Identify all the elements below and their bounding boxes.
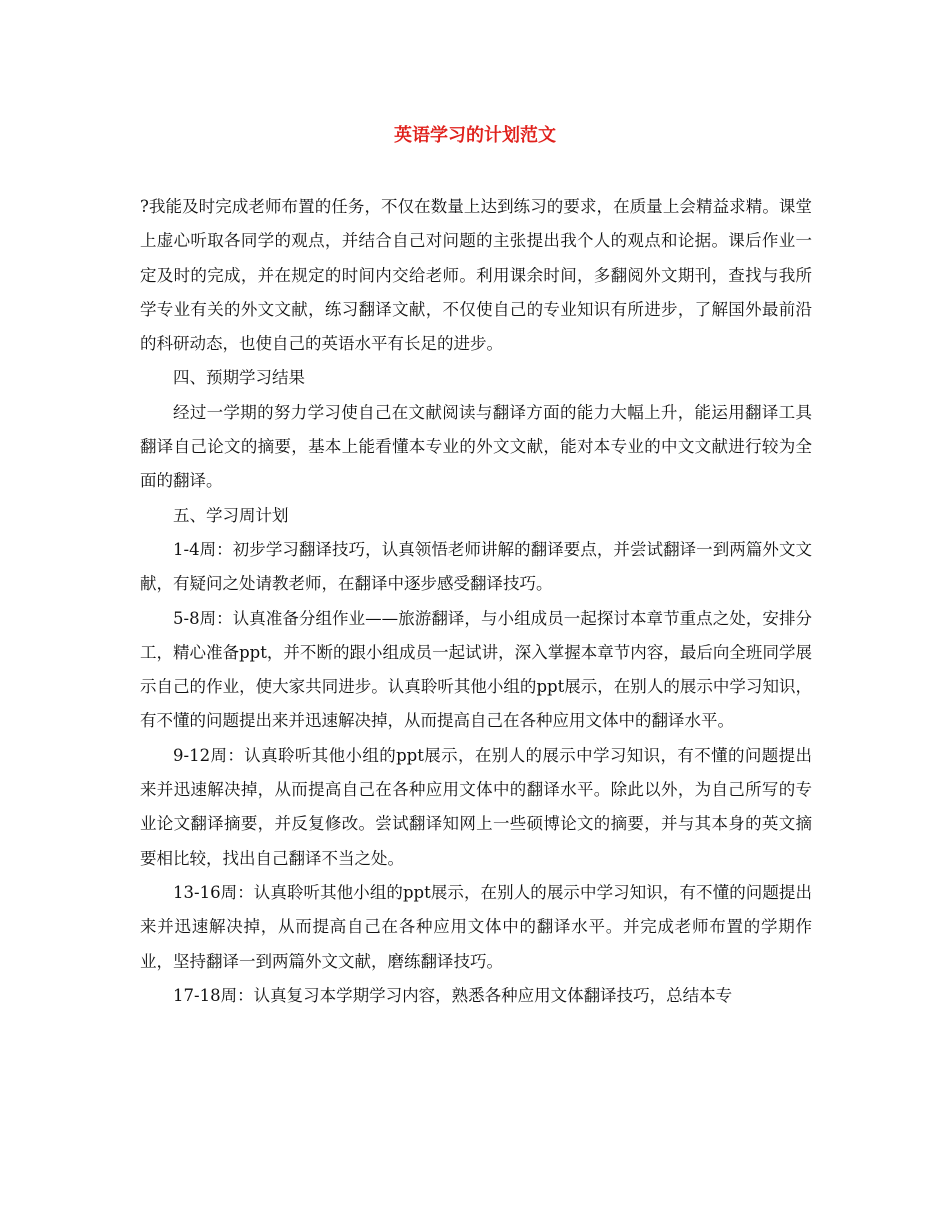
document-title: 英语学习的计划范文	[394, 125, 556, 146]
paragraph-week-13-16: 13-16周：认真聆听其他小组的ppt展示，在别人的展示中学习知识，有不懂的问题提出来并迅速解决掉，从而提高自己在各种应用文体中的翻译水平。并完成老师布置的学期作业，坚持翻译一到两篇外文文献，磨练翻译技巧。	[140, 882, 812, 971]
paragraph-expected-results: 经过一学期的努力学习使自己在文献阅读与翻译方面的能力大幅上升，能运用翻译工具翻译自己论文的摘要，基本上能看懂本专业的外文文献，能对本专业的中文文献进行较为全面的翻译。	[140, 402, 812, 491]
paragraph-week-9-12: 9-12周：认真聆听其他小组的ppt展示，在别人的展示中学习知识，有不懂的问题提出来并迅速解决掉，从而提高自己在各种应用文体中的翻译水平。除此以外，为自己所写的专业论文翻译摘要，并反复修改。尝试翻译知网上一些硕博论文的摘要，并与其本身的英文摘要相比较，找出自己翻译不当之处。	[140, 745, 812, 868]
paragraph-week-1-4: 1-4周：初步学习翻译技巧，认真领悟老师讲解的翻译要点，并尝试翻译一到两篇外文文献，有疑问之处请教老师，在翻译中逐步感受翻译技巧。	[140, 539, 812, 594]
paragraph-week-17-18: 17-18周：认真复习本学期学习内容，熟悉各种应用文体翻译技巧，总结本专	[173, 985, 733, 1005]
paragraph-week-5-8: 5-8周：认真准备分组作业——旅游翻译，与小组成员一起探讨本章节重点之处，安排分工，精心准备ppt，并不断的跟小组成员一起试讲，深入掌握本章节内容，最后向全班同学展示自己的作业，使大家共同进步。认真聆听其他小组的ppt展示，在别人的展示中学习知识，有不懂的问题提出来并迅速解决掉，从而提高自己在各种应用文体中的翻译水平。	[140, 608, 812, 731]
document-body	[140, 190, 812, 1013]
section-heading-expected-results: 四、预期学习结果	[173, 368, 305, 388]
section-heading-weekly-plan: 五、学习周计划	[173, 505, 289, 525]
paragraph-intro: ?我能及时完成老师布置的任务，不仅在数量上达到练习的要求，在质量上会精益求精。课堂上虚心听取各同学的观点，并结合自己对问题的主张提出我个人的观点和论据。课后作业一定及时的完成，并在规定的时间内交给老师。利用课余时间，多翻阅外文期刊，查找与我所学专业有关的外文文献，练习翻译文献，不仅使自己的专业知识有所进步，了解国外最前沿的科研动态，也使自己的英语水平有长足的进步。	[140, 197, 812, 354]
